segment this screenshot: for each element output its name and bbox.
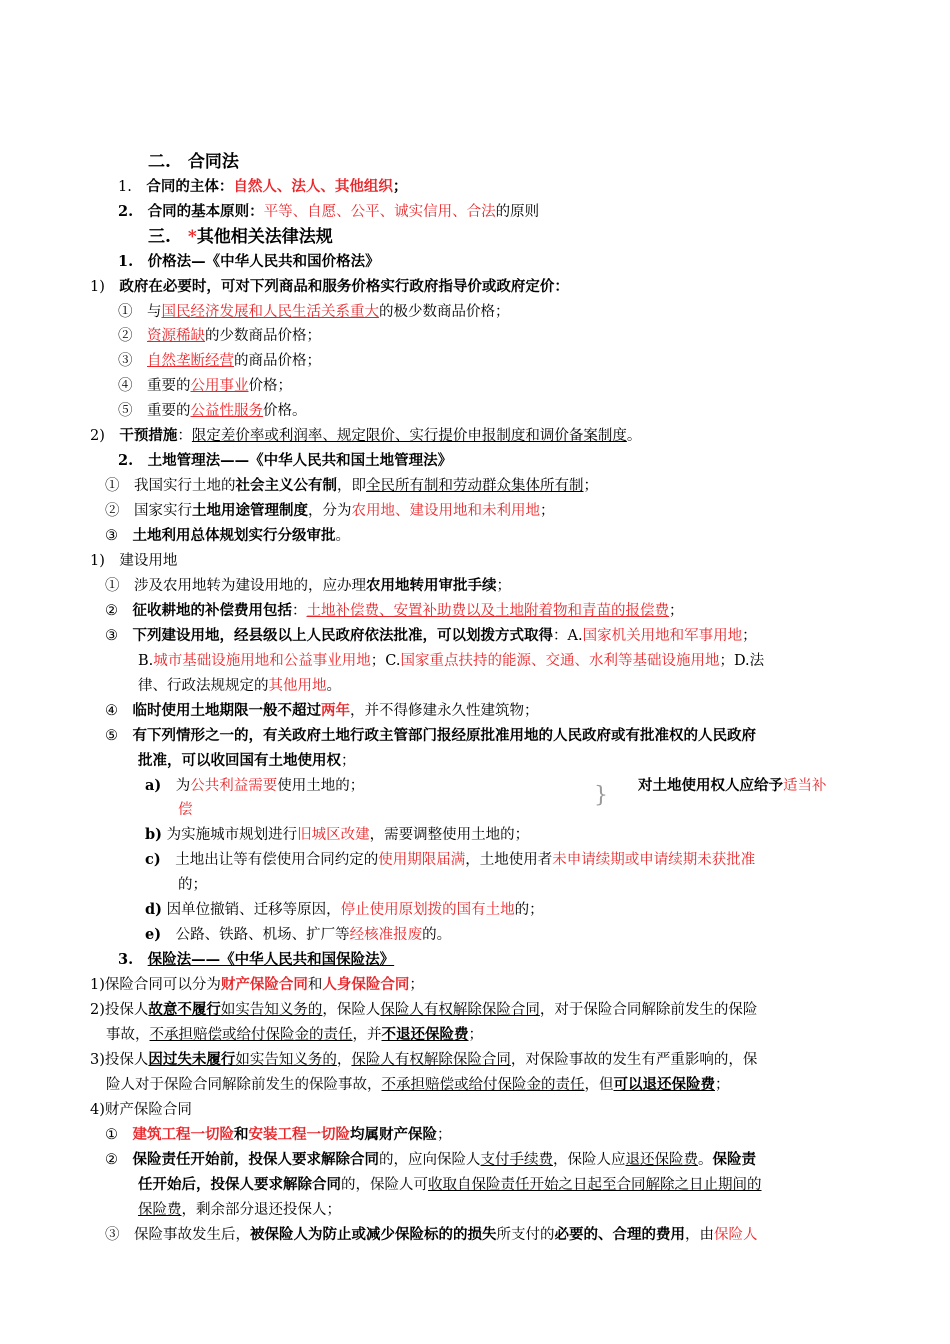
- text-run: 的；: [514, 902, 544, 918]
- text-run: 可以退还保险费: [613, 1076, 715, 1093]
- text-run: 的原则: [495, 204, 540, 220]
- text-run: 2.: [118, 203, 148, 220]
- text-run: 3.: [118, 951, 148, 968]
- text-run: 为实施城市规划进行: [162, 827, 298, 843]
- text-run: 保险人有权解除保险合同: [380, 1002, 540, 1018]
- text-run: 的。: [422, 927, 452, 943]
- text-run: 1)保险合同可以分为: [90, 977, 221, 993]
- text-line: [118, 177, 407, 197]
- text-run: 土地补偿费、安置补助费以及土地附着物和青苗的报偿费: [306, 603, 669, 619]
- text-run: 公路、铁路、机场、扩厂等: [175, 927, 350, 943]
- text-run: 如实告知义务的: [220, 1002, 323, 1018]
- text-run: 三.: [148, 227, 188, 247]
- text-run: 1. 价格法—《中华人民共和国价格法》: [118, 253, 380, 270]
- text-run: 1): [90, 279, 120, 295]
- text-line: [145, 925, 451, 945]
- text-line: [90, 277, 569, 297]
- text-line: [145, 825, 529, 845]
- text-run: a): [145, 777, 176, 794]
- text-line: [106, 1075, 730, 1095]
- text-line: [118, 401, 307, 421]
- text-line: [148, 227, 333, 247]
- text-run: 4)财产保险合同: [90, 1102, 192, 1118]
- text-run: 2)投保人: [90, 1002, 149, 1018]
- text-run: ：: [292, 603, 307, 619]
- text-line: [105, 701, 539, 721]
- text-run: ②: [118, 328, 147, 344]
- text-line: [105, 726, 756, 746]
- text-run: 的少数商品价格；: [205, 328, 321, 344]
- text-run: 律、行政法规规定的: [138, 678, 269, 694]
- text-run: 不退还保险费: [381, 1026, 469, 1043]
- text-run: ① 我国实行土地的: [105, 478, 236, 494]
- text-run: 限定差价率或利润率、规定限价、实行提价申报制度和调价备案制度: [191, 428, 627, 444]
- text-run: 。: [335, 528, 350, 544]
- text-run: ⑤ 重要的: [118, 403, 191, 419]
- text-run: ④ 重要的: [118, 378, 191, 394]
- text-line: [178, 800, 193, 820]
- text-run: ，由: [685, 1227, 714, 1243]
- text-run: 公用事业: [190, 378, 249, 394]
- text-line: [105, 1125, 452, 1145]
- text-run: c): [145, 851, 176, 868]
- text-run: ；: [392, 178, 408, 195]
- text-run: 财产保险合同: [220, 976, 308, 993]
- text-line: [105, 626, 757, 646]
- text-run: ；: [437, 1127, 452, 1143]
- text-run: 被保险人为防止或减少保险标的的损失: [250, 1226, 497, 1243]
- text-run: 农用地转用审批手续: [366, 577, 497, 594]
- text-run: 国民经济发展和人民生活关系重大: [161, 304, 379, 320]
- text-run: 合同的主体：: [146, 178, 234, 195]
- text-run: ，对保险事故的发生有严重影响的，保: [510, 1052, 758, 1068]
- text-run: 收取自保险责任开始之日起至合同解除之日止期间的: [428, 1177, 762, 1193]
- text-run: 其他用地: [268, 678, 327, 694]
- text-run: 经核准报废: [349, 927, 423, 943]
- text-line: [106, 1025, 483, 1045]
- text-run: 的，应向保险人: [379, 1152, 481, 1168]
- text-run: ，并: [352, 1027, 382, 1043]
- text-run: 2): [90, 428, 120, 444]
- text-run: b): [145, 826, 162, 843]
- text-run: 合同的基本原则：: [147, 203, 264, 220]
- text-run: ：: [554, 278, 569, 295]
- text-run: ⑤: [105, 728, 133, 744]
- text-line: [105, 576, 511, 596]
- text-run: ③: [105, 628, 133, 644]
- text-run: 事故，: [106, 1027, 150, 1043]
- text-run: 保险费: [138, 1202, 182, 1218]
- text-run: 临时使用土地期限一般不超过: [132, 702, 321, 719]
- text-run: 险人对于保险合同解除前发生的保险事故，: [106, 1077, 382, 1093]
- text-run: ；: [496, 578, 511, 594]
- text-run: 未申请续期或申请续期未获批准: [552, 852, 756, 868]
- text-run: 3)投保人: [90, 1052, 149, 1068]
- text-run: 和: [307, 977, 323, 993]
- text-line: [138, 1175, 762, 1195]
- text-run: 土地用途管理制度: [192, 502, 308, 519]
- text-run: 适当补: [783, 778, 827, 794]
- text-run: ，需要调整使用土地的；: [369, 827, 530, 843]
- text-line: [178, 875, 207, 895]
- text-run: 必要的、合理的费用: [554, 1226, 685, 1243]
- text-run: 故意不履行: [148, 1001, 221, 1018]
- text-run: ，即: [337, 478, 366, 494]
- text-run: ；: [742, 628, 757, 644]
- text-run: B.: [138, 653, 154, 669]
- text-run: 城市基础设施用地和公益事业用地: [153, 653, 371, 669]
- text-run: 批准，可以收回国有土地使用权: [138, 752, 341, 769]
- text-line: [90, 426, 641, 446]
- text-run: 自然人、法人、其他组织: [233, 178, 393, 195]
- text-run: 任开始后，投保人要求解除合同: [138, 1176, 341, 1193]
- text-line: [118, 950, 394, 970]
- text-run: 国家重点扶持的能源、交通、水利等基础设施用地: [400, 653, 720, 669]
- text-run: 不承担赔偿或给付保险金的责任: [149, 1027, 353, 1043]
- text-run: 土地利用总体规划实行分级审批: [132, 527, 336, 544]
- text-run: 。: [626, 428, 642, 444]
- text-line: [138, 651, 764, 671]
- text-run: ③: [118, 353, 147, 369]
- text-line: [105, 1150, 756, 1170]
- text-run: 公共利益需要: [190, 778, 278, 794]
- text-run: 其他相关法律法规: [196, 227, 333, 247]
- text-run: ④: [105, 703, 133, 719]
- text-run: ① 涉及农用地转为建设用地的，应办理: [105, 578, 366, 594]
- text-line: [90, 975, 424, 995]
- text-run: ，保险人应: [553, 1152, 626, 1168]
- text-run: 停止使用原划拨的国有土地: [340, 902, 515, 918]
- text-run: 。: [326, 678, 341, 694]
- text-run: 征收耕地的补偿费用包括: [132, 602, 292, 619]
- text-line: [118, 451, 452, 471]
- text-run: ；: [669, 603, 684, 619]
- text-run: 公益性服务: [190, 403, 263, 419]
- text-run: ；C.: [370, 653, 401, 669]
- text-run: ；: [715, 1077, 730, 1093]
- text-line: [90, 1000, 757, 1020]
- text-run: 自然垄断经营: [147, 353, 234, 369]
- text-run: ：: [177, 428, 192, 444]
- text-line: [90, 1050, 757, 1070]
- text-line: [118, 376, 292, 396]
- text-run: 平等、自愿、公平、诚实信用、合法: [263, 204, 496, 220]
- text-run: 人身保险合同: [322, 976, 410, 993]
- text-line: [145, 776, 364, 796]
- text-run: 使用土地的；: [277, 778, 365, 794]
- text-run: ；: [540, 503, 555, 519]
- text-run: ③: [105, 528, 133, 544]
- text-run: 政府在必要时，可对下列商品和服务价格实行政府指导价或政府定价: [119, 278, 555, 295]
- text-line: [105, 1225, 758, 1245]
- text-run: d): [145, 901, 162, 918]
- text-run: ；: [468, 1027, 483, 1043]
- text-run: 。: [698, 1152, 713, 1168]
- text-run: 2. 土地管理法——《中华人民共和国土地管理法》: [118, 452, 453, 469]
- text-run: 安装工程一切险: [248, 1126, 350, 1143]
- text-run: 两年: [321, 702, 350, 719]
- text-run: 的极少数商品价格；: [379, 304, 510, 320]
- text-line: [148, 152, 239, 172]
- text-line: [118, 252, 380, 272]
- text-run: 和: [234, 1126, 249, 1143]
- text-run: 保险法——《中华人民共和国保险法》: [147, 951, 395, 968]
- brace-mark: }: [594, 783, 608, 808]
- text-line: [638, 776, 827, 796]
- text-run: *: [187, 227, 197, 247]
- text-run: ① 与: [118, 304, 162, 320]
- text-line: [138, 1200, 341, 1220]
- text-line: [118, 326, 321, 346]
- text-line: [90, 551, 177, 571]
- text-run: 价格。: [263, 403, 307, 419]
- text-run: 不承担赔偿或给付保险金的责任: [381, 1077, 585, 1093]
- text-run: 均属财产保险: [350, 1126, 437, 1143]
- text-line: [145, 850, 755, 870]
- text-line: [118, 302, 510, 322]
- text-run: 使用期限届满: [378, 852, 466, 868]
- text-run: ；: [409, 977, 424, 993]
- text-run: ，对于保险合同解除前发生的保险: [539, 1002, 758, 1018]
- text-run: 保险人有权解除保险合同: [351, 1052, 511, 1068]
- text-run: ②: [105, 1152, 133, 1168]
- text-run: 退还保险费: [625, 1152, 698, 1168]
- text-run: ；: [341, 753, 356, 769]
- text-run: 偿: [178, 802, 193, 818]
- text-line: [138, 676, 341, 696]
- text-run: ：A.: [553, 628, 583, 644]
- text-line: [105, 476, 598, 496]
- text-run: ，但: [584, 1077, 614, 1093]
- text-run: 保险责任开始前，投保人要求解除合同: [132, 1151, 379, 1168]
- text-run: 支付手续费: [480, 1152, 553, 1168]
- text-run: 为: [175, 778, 191, 794]
- text-line: [145, 900, 544, 920]
- text-run: ③ 保险事故发生后，: [105, 1227, 250, 1243]
- text-run: 社会主义公有制: [235, 477, 337, 494]
- text-run: 二. 合同法: [148, 152, 239, 172]
- text-run: 所支付的: [496, 1227, 555, 1243]
- text-run: ①: [105, 1127, 133, 1143]
- text-run: 农用地、建设用地和未利用地: [351, 503, 540, 519]
- text-run: 下列建设用地，经县级以上人民政府依法批准，可以划拨方式取得: [132, 627, 553, 644]
- text-run: 因单位撤销、迁移等原因，: [162, 902, 341, 918]
- text-run: 旧城区改建: [297, 827, 370, 843]
- text-run: ，并不得修建永久性建筑物；: [350, 703, 539, 719]
- text-run: 有下列情形之一的，有关政府土地行政主管部门报经原批准用地的人民政府或有批准权的人民政府: [132, 727, 756, 744]
- text-run: 建筑工程一切险: [132, 1126, 234, 1143]
- text-line: [105, 526, 350, 546]
- text-run: 1.: [118, 179, 147, 195]
- text-run: ；D.法: [719, 653, 765, 669]
- text-run: 价格；: [248, 378, 292, 394]
- text-line: [105, 601, 684, 621]
- text-run: 干预措施: [119, 427, 178, 444]
- text-run: ，土地使用者: [465, 852, 553, 868]
- text-run: 保险责: [712, 1151, 756, 1168]
- text-line: [118, 351, 321, 371]
- text-run: 的；: [178, 877, 207, 893]
- text-run: 土地出让等有偿使用合同约定的: [175, 852, 379, 868]
- text-line: [105, 501, 555, 521]
- text-run: 资源稀缺: [147, 328, 205, 344]
- text-run: 的，保险人可: [341, 1177, 428, 1193]
- text-run: 保险人: [714, 1227, 758, 1243]
- text-run: ，剩余部分退还投保人；: [181, 1202, 341, 1218]
- text-run: ，分为: [308, 503, 352, 519]
- text-run: e): [145, 926, 176, 943]
- text-run: 对土地使用权人应给予: [638, 777, 783, 794]
- text-run: ② 国家实行: [105, 503, 192, 519]
- text-run: 国家机关用地和军事用地: [582, 628, 743, 644]
- text-run: 全民所有制和劳动群众集体所有制: [366, 478, 584, 494]
- text-run: 因过失未履行: [148, 1051, 236, 1068]
- text-run: 如实告知义务的: [235, 1052, 337, 1068]
- text-run: ，保险人: [322, 1002, 381, 1018]
- text-run: ，: [336, 1052, 352, 1068]
- text-line: [90, 1100, 192, 1120]
- text-run: 的商品价格；: [234, 353, 321, 369]
- text-line: [118, 202, 539, 222]
- text-run: 1) 建设用地: [90, 553, 178, 569]
- text-line: [138, 751, 356, 771]
- text-run: ②: [105, 603, 133, 619]
- text-run: ；: [583, 478, 598, 494]
